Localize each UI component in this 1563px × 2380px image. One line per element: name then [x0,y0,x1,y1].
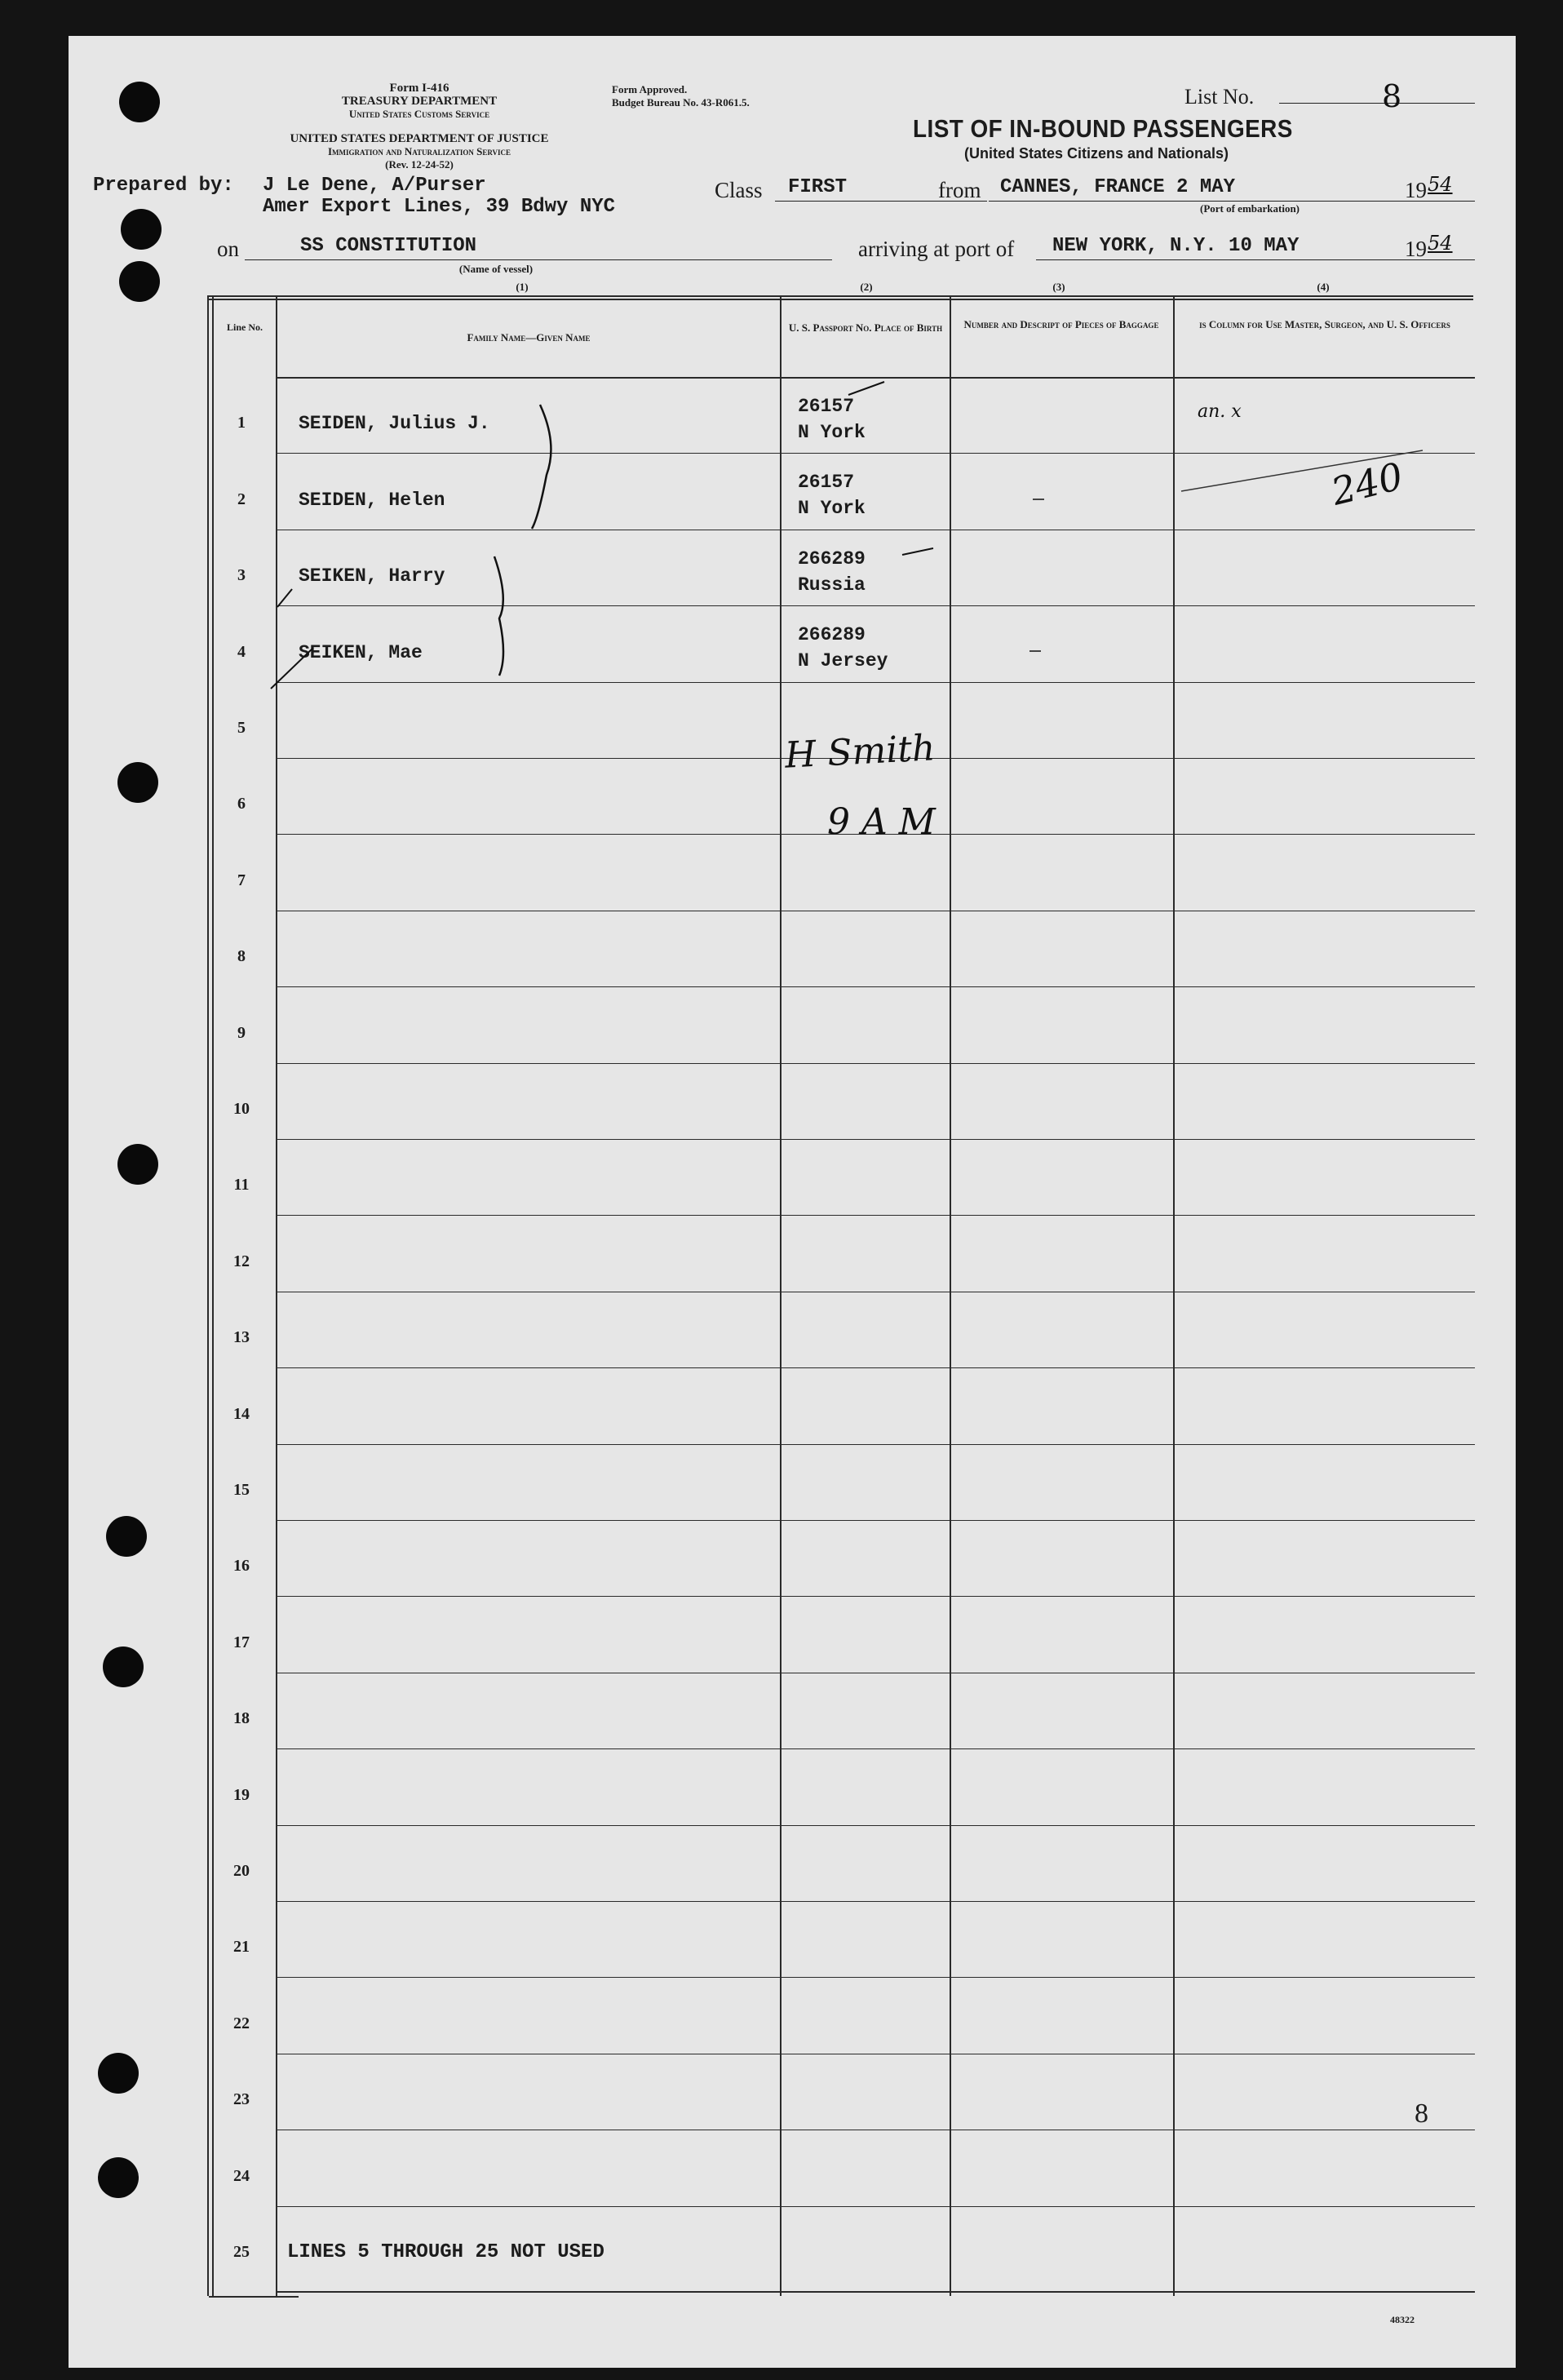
budget-bureau: Budget Bureau No. 43-R061.5. [612,96,750,109]
row-number: 9 [237,1023,246,1042]
row-number: 13 [233,1328,250,1347]
vessel-caption: (Name of vessel) [458,263,534,275]
row-number: 5 [237,719,246,737]
col-header-passport: U. S. Passport No. Place of Birth [788,321,943,334]
row-number: 16 [233,1557,250,1576]
row-number: 23 [233,2090,250,2109]
bracket-mark [532,405,551,529]
arriving-label: arriving at port of [858,237,1015,261]
handwritten-annotation: an. x [1198,401,1242,422]
prepared-line1: J Le Dene, A/Purser [263,175,486,197]
handwritten-initials: 9 A M [827,801,936,843]
row-number: 15 [233,1481,250,1499]
prepared-label: Prepared by: [93,175,234,197]
col-header-officers: is Column for Use Master, Surgeon, and U. S. Officers [1199,318,1450,330]
year-value-2: 54 [1428,232,1453,255]
col-num-1: (1) [516,281,529,293]
from-label: from [938,178,981,202]
row-number: 19 [233,1785,250,1804]
passenger-name: SEIKEN, Harry [299,565,445,587]
check-mark [271,648,313,689]
passenger-name: SEIKEN, Mae [299,641,423,663]
check-mark [902,548,933,555]
revision: (Rev. 12-24-52) [385,158,454,171]
handwriting-overlay [69,36,1516,2368]
place-of-birth: N York [798,498,866,520]
passenger-name: LINES 5 THROUGH 25 NOT USED [287,2241,604,2263]
passport-number: 266289 [798,547,866,570]
year-prefix-2: 19 [1405,237,1427,261]
treasury-dept: TREASURY DEPARTMENT [341,95,498,108]
passenger-name: SEIDEN, Helen [299,489,445,511]
form-code: 48322 [1390,2314,1415,2325]
row-number: 25 [233,2243,250,2261]
place-of-birth: N Jersey [798,650,888,672]
place-of-birth: N York [798,422,866,443]
row-number: 14 [233,1404,250,1423]
row-number: 11 [233,1176,250,1194]
col-num-2: (2) [860,281,873,293]
prepared-line2: Amer Export Lines, 39 Bdwy NYC [263,196,616,218]
class-label: Class [715,178,763,202]
form-title: LIST OF IN-BOUND PASSENGERS [913,114,1293,143]
list-no-value: 8 [1382,78,1402,114]
passport-number: 26157 [798,472,855,494]
row-number: 21 [233,1938,250,1957]
justice-dept: UNITED STATES DEPARTMENT OF JUSTICE [290,132,549,145]
check-mark [277,589,292,607]
row-number: 12 [233,1252,250,1270]
passenger-name: SEIDEN, Julius J. [299,413,490,435]
row-number: 8 [237,947,246,966]
on-label: on [217,237,239,261]
form-subtitle: (United States Citizens and Nationals) [963,145,1229,162]
customs-service: United States Customs Service [348,108,490,120]
row-number: 24 [233,2166,250,2185]
row-number: 6 [237,795,246,813]
row-number: 4 [237,642,246,661]
port-embark-caption: (Port of embarkation) [1199,202,1300,215]
passport-number: 26157 [798,396,855,417]
arriving-value: NEW YORK, N.Y. 10 MAY [1052,235,1300,257]
row-number: 18 [233,1709,250,1728]
form-number: Form I-416 [389,82,449,95]
row-number: 17 [233,1633,250,1651]
col-num-4: (4) [1317,281,1330,293]
page-number: 8 [1415,2099,1428,2129]
col-header-line-no: Line No. [226,321,263,333]
row-number: 3 [237,566,246,585]
row-number: 20 [233,1862,250,1880]
col-header-family-name: Family Name—Given Name [467,331,591,343]
ins-service: Immigration and Naturalization Service [327,145,511,157]
row-number: 1 [237,414,246,432]
row-number: 22 [233,2014,250,2032]
handwritten-number: 240 [1326,454,1408,514]
passport-number: 266289 [798,624,866,646]
year-value-1: 54 [1428,173,1453,196]
vessel-value: SS CONSTITUTION [300,235,477,257]
list-no-label: List No. [1184,85,1255,109]
row-number: 7 [237,871,246,889]
class-value: FIRST [788,176,848,198]
manifest-sheet [69,36,1516,2368]
check-mark [848,382,884,395]
row-number: 10 [233,1100,250,1118]
from-value: CANNES, FRANCE 2 MAY [1000,176,1236,198]
col-header-baggage: Number and Descript of Pieces of Baggage [963,318,1159,330]
handwritten-signature: H Smith [783,727,936,777]
year-prefix-1: 19 [1405,178,1427,202]
form-approved: Form Approved. [612,83,688,95]
col-num-3: (3) [1052,281,1065,293]
bracket-mark [494,556,503,676]
row-number: 2 [237,490,246,508]
place-of-birth: Russia [798,574,866,596]
